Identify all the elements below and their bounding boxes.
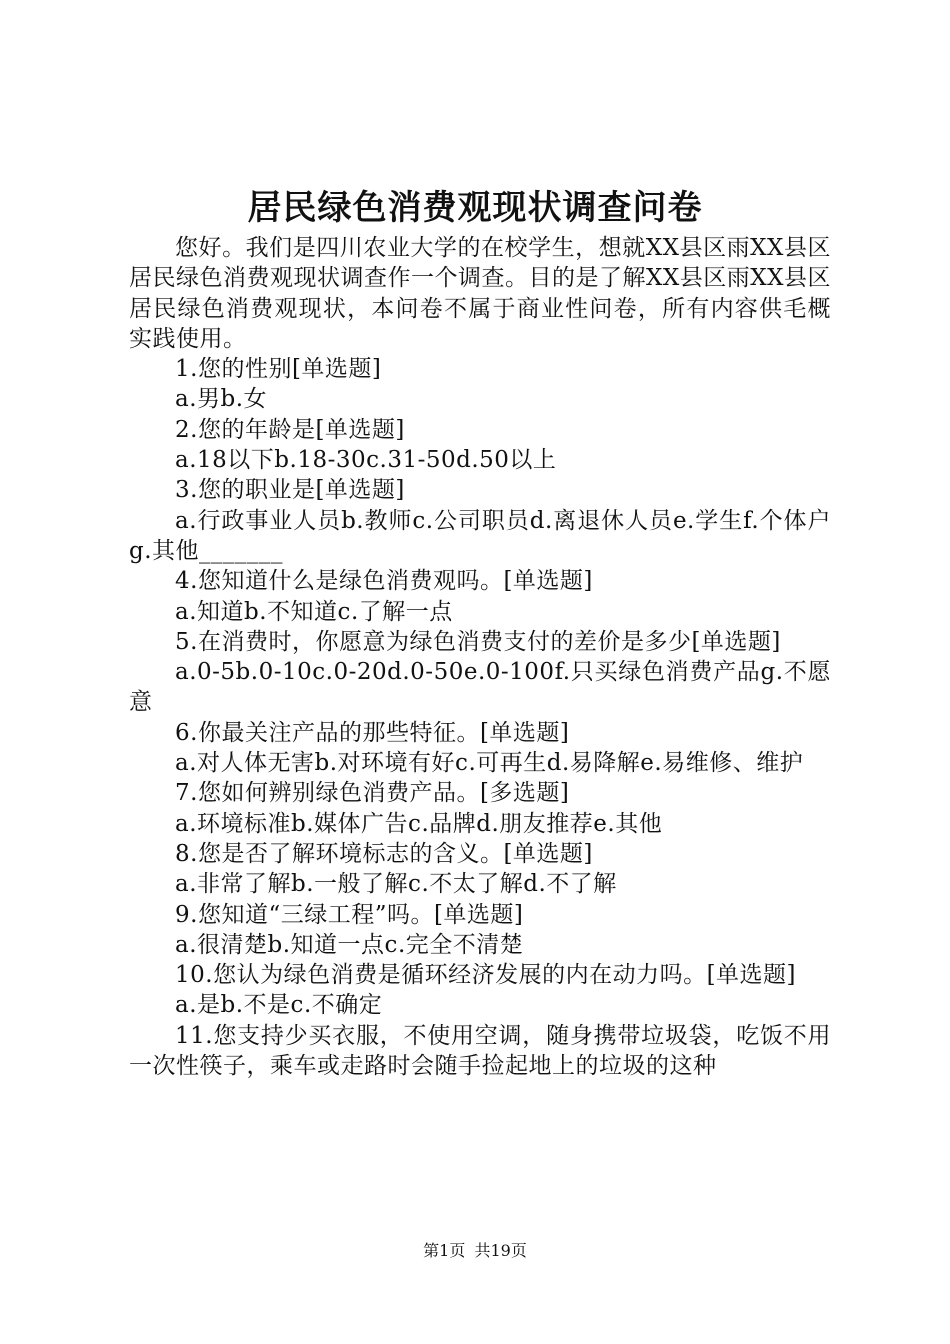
answers-7: a.环境标准b.媒体广告c.品牌d.朋友推荐e.其他 bbox=[175, 810, 663, 837]
question-10: 10.您认为绿色消费是循环经济发展的内在动力吗。[单选题] bbox=[175, 962, 797, 989]
question-9: 9.您知道“三绿工程”吗。[单选题] bbox=[175, 901, 524, 928]
question-3: 3.您的职业是[单选题] bbox=[175, 477, 405, 504]
question-5: 5.在消费时，你愿意为绿色消费支付的差价是多少[单选题] bbox=[175, 628, 781, 655]
document-title: 居民绿色消费观现状调查问卷 bbox=[247, 188, 703, 228]
page-total: 共19页 bbox=[474, 1241, 527, 1260]
question-4: 4.您知道什么是绿色消费观吗。[单选题] bbox=[175, 568, 593, 595]
question-7: 7.您如何辨别绿色消费产品。[多选题] bbox=[175, 780, 570, 807]
answers-6: a.对人体无害b.对环境有好c.可再生d.易降解e.易维修、维护 bbox=[175, 750, 804, 777]
answers-10: a.是b.不是c.不确定 bbox=[175, 992, 383, 1019]
answers-5: a.0-5b.0-10c.0-20d.0-50e.0-100f.只买绿色消费产品g.不愿意 bbox=[129, 659, 831, 716]
answers-2: a.18以下b.18-30c.31-50d.50以上 bbox=[175, 447, 557, 474]
question-2: 2.您的年龄是[单选题] bbox=[175, 416, 405, 443]
page-footer bbox=[0, 1240, 950, 1262]
page-number: 第1页 bbox=[423, 1241, 466, 1260]
question-8: 8.您是否了解环境标志的含义。[单选题] bbox=[175, 840, 593, 867]
document-body bbox=[129, 233, 831, 1081]
question-1: 1.您的性别[单选题] bbox=[175, 356, 382, 383]
answers-3: a.行政事业人员b.教师c.公司职员d.离退休人员e.学生f.个体户g.其他_______ bbox=[129, 507, 831, 564]
answers-8: a.非常了解b.一般了解c.不太了解d.不了解 bbox=[175, 871, 617, 898]
answers-9: a.很清楚b.知道一点c.完全不清楚 bbox=[175, 931, 524, 958]
question-6: 6.你最关注产品的那些特征。[单选题] bbox=[175, 719, 570, 746]
answers-4: a.知道b.不知道c.了解一点 bbox=[175, 598, 453, 625]
question-11: 11.您支持少买衣服，不使用空调，随身携带垃圾袋，吃饭不用一次性筷子，乘车或走路时会随手捡起地上的垃圾的这种 bbox=[129, 1022, 831, 1080]
answers-1: a.男b.女 bbox=[175, 386, 268, 413]
intro-paragraph: 您好。我们是四川农业大学的在校学生，想就XX县区雨XX县区居民绿色消费观现状调查作一个调查。目的是了解XX县区雨XX县区居民绿色消费观现状，本问卷不属于商业性问卷，所有内容供毛概实践使用。 bbox=[129, 235, 831, 352]
